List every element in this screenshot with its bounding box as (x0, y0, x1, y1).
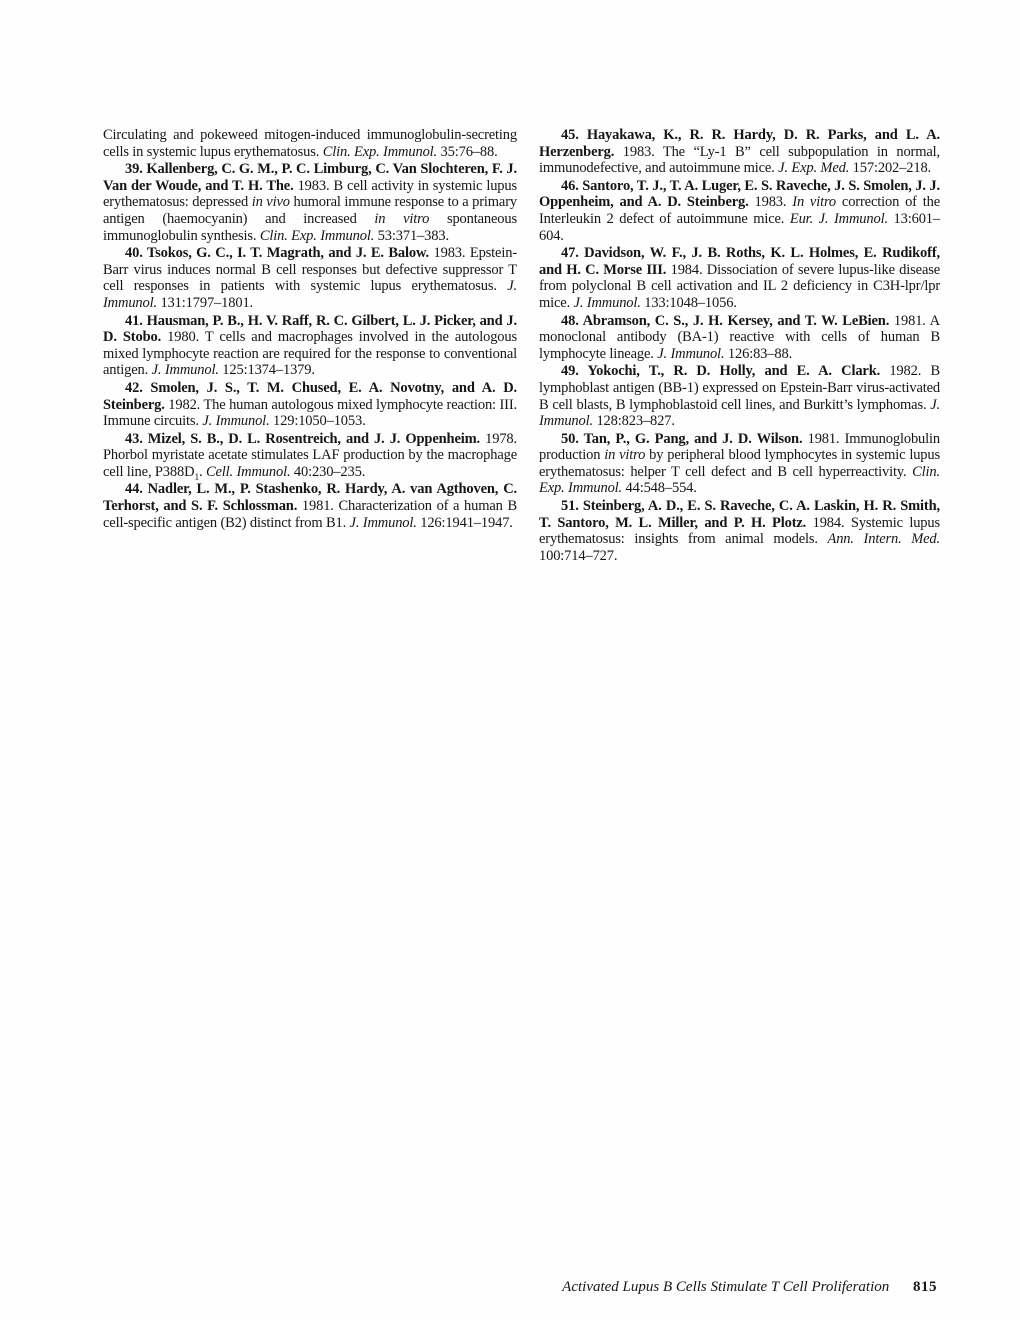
reference-text-segment: 1983. The “Ly-1 B” cell subpopulation in normal, immunodefective, and autoimmune mice. (539, 143, 940, 177)
reference-text-segment: 157:202–218. (849, 160, 932, 177)
reference-entry (539, 431, 940, 497)
reference-entry (103, 380, 517, 430)
reference-text-segment: 1983. Epstein-Barr virus induces normal B cell responses but defective suppressor T cell responses in patients with systemic lupus erythematosus. (103, 245, 518, 295)
reference-text-segment: 1984. Systemic lupus erythematosus: insights from animal models. (539, 514, 940, 548)
reference-text-segment: 44. Nadler, L. M., P. Stashenko, R. Hardy, A. van Agthoven, C. Terhorst, and S. F. Schlossman. (103, 481, 517, 515)
reference-text-segment: 41. Hausman, P. B., H. V. Raff, R. C. Gilbert, L. J. Picker, and J. D. Stobo. (103, 312, 517, 346)
reference-text-segment: 13:601–604. (539, 210, 940, 244)
running-title: Activated Lupus B Cells Stimulate T Cell Proliferation (562, 1279, 890, 1295)
reference-text-segment: 125:1374–1379. (218, 362, 315, 379)
reference-text-segment: 1980. T cells and macrophages involved in the autologous mixed lymphocyte reaction are required for the response to conventional antigen. (103, 329, 517, 379)
reference-text-segment: 1982. B lymphoblast antigen (BB-1) expressed on Epstein-Barr virus-activated B cell blasts, B lymphoblastoid cell lines, and Burkitt’s lymphomas. (539, 363, 940, 413)
reference-text-segment: humoral immune response to a primary antigen (haemocyanin) and increased (103, 194, 517, 227)
reference-text-segment: 40. Tsokos, G. C., I. T. Magrath, and J. E. Balow. (125, 245, 429, 262)
references-column-right (539, 127, 940, 565)
reference-entry (539, 498, 940, 564)
reference-text-segment: 1984. Dissociation of severe lupus-like disease from polyclonal B cell activation and IL 2 deficiency in C3H-lpr/lpr mice. (539, 261, 941, 311)
reference-text-segment: J. Immunol. (202, 413, 270, 430)
reference-text-segment: Ann. Intern. Med. (827, 531, 940, 548)
reference-text-segment: 100:714–727. (539, 547, 618, 564)
reference-text-segment: 128:823–827. (592, 413, 675, 430)
reference-text-segment: in vitro (604, 447, 646, 464)
reference-entry (539, 313, 940, 363)
reference-text-segment: 129:1050–1053. (269, 413, 366, 430)
reference-text-segment: 1 (194, 472, 199, 483)
reference-text-segment: 133:1048–1056. (640, 294, 737, 311)
reference-text-segment: Cell. Immunol. (205, 463, 291, 480)
reference-text-segment: in vitro (374, 210, 430, 227)
reference-text-segment: 35:76–88. (437, 143, 498, 160)
reference-text-segment: J. Immunol. (151, 362, 219, 379)
reference-text-segment: 42. Smolen, J. S., T. M. Chused, E. A. Novotny, and A. D. Steinberg. (103, 379, 517, 413)
reference-text-segment: 51. Steinberg, A. D., E. S. Raveche, C. A. Laskin, H. R. Smith, T. Santoro, M. L. Miller, and P. H. Plotz. (539, 498, 940, 531)
reference-text-segment: J. Immunol. (573, 294, 641, 311)
reference-text-segment: Circulating and pokeweed mitogen-induced immunoglobulin-secreting cells in systemic lupus erythematosus. (103, 127, 517, 160)
reference-entry (103, 245, 517, 311)
reference-text-segment: 44:548–554. (622, 480, 697, 497)
reference-text-segment: 126:83–88. (724, 345, 793, 362)
reference-text-segment: 40:230–235. (290, 463, 366, 480)
reference-text-segment: J. Immunol. (349, 514, 417, 531)
reference-entry (103, 127, 517, 160)
reference-text-segment: Clin. Exp. Immunol. (322, 143, 438, 160)
reference-entry (103, 431, 517, 481)
reference-text-segment: 49. Yokochi, T., R. D. Holly, and E. A. Clark. (561, 363, 881, 380)
reference-text-segment: 1981. Characterization of a human B cell-specific antigen (B2) distinct from B1. (103, 498, 517, 531)
reference-entry (539, 127, 940, 177)
reference-text-segment: 1982. The human autologous mixed lymphocyte reaction: III. Immune circuits. (103, 396, 517, 430)
reference-text-segment: 53:371–383. (374, 227, 449, 244)
reference-entry (103, 481, 517, 531)
reference-text-segment: 126:1941–1947. (416, 514, 513, 531)
reference-text-segment: 1983. (748, 194, 793, 211)
reference-entry (103, 161, 517, 244)
reference-text-segment: 47. Davidson, W. F., J. B. Roths, K. L. Holmes, E. Rudikoff, and H. C. Morse III. (539, 245, 940, 278)
reference-text-segment: J. Immunol. (657, 345, 725, 362)
reference-text-segment: 46. Santoro, T. J., T. A. Luger, E. S. Raveche, J. S. Smolen, J. J. Oppenheim, and A. D. Steinberg. (539, 177, 940, 211)
reference-text-segment: Clin. Exp. Immunol. (539, 463, 940, 497)
reference-text-segment: J. Immunol. (103, 278, 517, 311)
references-column-left (103, 127, 517, 532)
reference-text-segment: Clin. Exp. Immunol. (259, 227, 375, 244)
reference-text-segment: J. Immunol. (539, 396, 940, 430)
page-number: 815 (913, 1279, 937, 1295)
reference-text-segment: 43. Mizel, S. B., D. L. Rosentreich, and J. J. Oppenheim. (125, 430, 481, 447)
reference-text-segment: 39. Kallenberg, C. G. M., P. C. Limburg, C. Van Slochteren, F. J. Van der Woude, and T. H. The. (103, 161, 517, 194)
reference-entry (539, 363, 940, 429)
reference-text-segment: in vivo (251, 194, 290, 211)
reference-text-segment: 1981. Immunoglobulin production (539, 430, 940, 464)
reference-text-segment: 50. Tan, P., G. Pang, and J. D. Wilson. (561, 430, 803, 447)
reference-entry (539, 245, 940, 311)
reference-text-segment: In vitro (792, 194, 837, 211)
reference-text-segment: 1983. B cell activity in systemic lupus erythematosus: depressed (103, 177, 517, 211)
reference-text-segment: correction of the Interleukin 2 defect of autoimmune mice. (539, 194, 940, 227)
reference-text-segment: 1981. A monoclonal antibody (BA-1) reactive with cells of human B lymphocyte lineage. (539, 312, 940, 362)
reference-entry (539, 178, 940, 244)
reference-text-segment: 131:1797–1801. (156, 294, 254, 311)
reference-text-segment: 1978. Phorbol myristate acetate stimulates LAF production by the macrophage cell line, P388D (103, 430, 517, 480)
reference-text-segment: by peripheral blood lymphocytes in systemic lupus erythematosus: helper T cell defect and B cell hyperreactivity. (539, 447, 941, 480)
reference-text-segment: 48. Abramson, C. S., J. H. Kersey, and T. W. LeBien. (561, 312, 890, 329)
reference-text-segment: 45. Hayakawa, K., R. R. Hardy, D. R. Parks, and L. A. Herzenberg. (539, 127, 940, 160)
reference-text-segment: Eur. J. Immunol. (789, 210, 888, 227)
reference-text-segment: . (199, 463, 206, 480)
reference-text-segment: J. Exp. Med. (778, 160, 850, 177)
reference-entry (103, 313, 517, 379)
reference-text-segment: spontaneous immunoglobulin synthesis. (103, 210, 517, 244)
page-footer (0, 1279, 937, 1296)
